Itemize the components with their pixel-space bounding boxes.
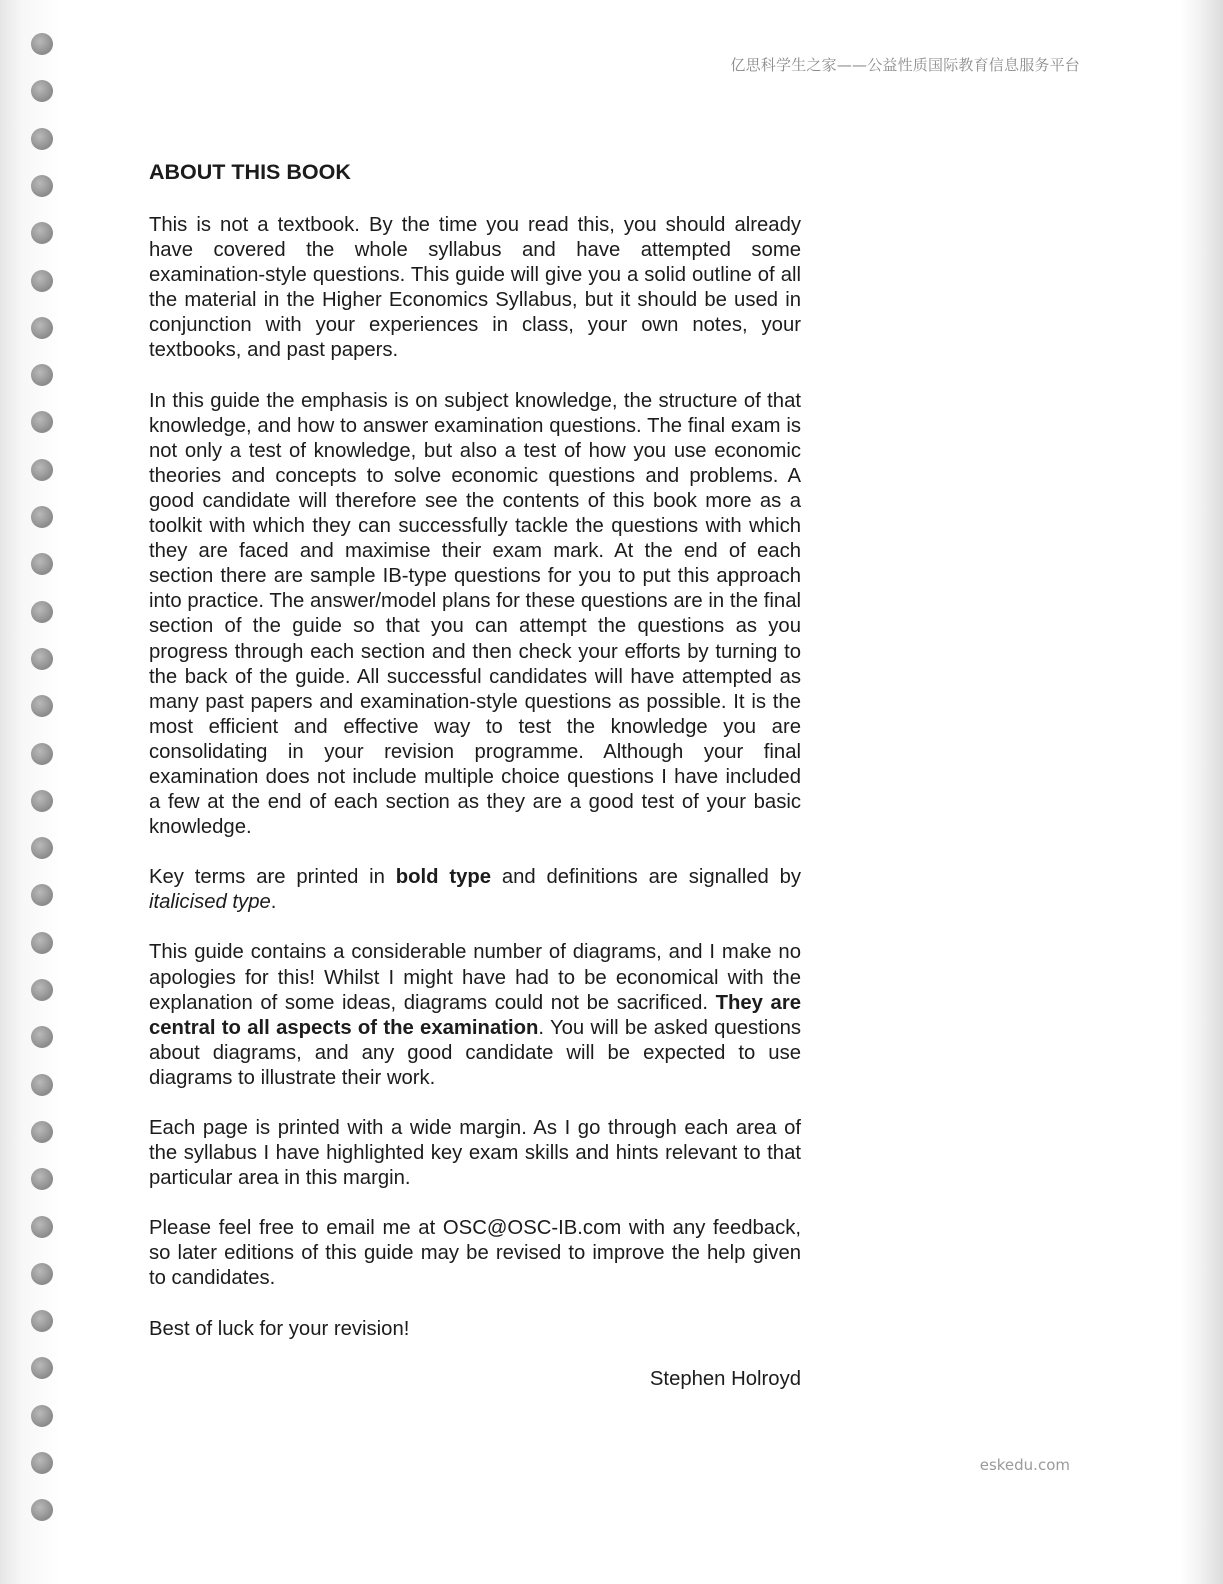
paragraph bbox=[149, 1216, 801, 1291]
binding-hole bbox=[31, 884, 53, 906]
paragraph bbox=[149, 940, 801, 1091]
binding-hole bbox=[31, 128, 53, 150]
spiral-binding bbox=[0, 0, 60, 1584]
binding-hole bbox=[31, 1357, 53, 1379]
paragraph-text: . You will be asked questions about diagrams, and any good candidate will be expected to use diagrams to illustrate their work. bbox=[149, 1016, 801, 1089]
binding-hole bbox=[31, 222, 53, 244]
binding-hole bbox=[31, 364, 53, 386]
binding-hole bbox=[31, 601, 53, 623]
footer-watermark: eskedu.com bbox=[979, 1456, 1070, 1474]
paragraph-text: and definitions are signalled by bbox=[491, 866, 801, 889]
binding-hole bbox=[31, 459, 53, 481]
paragraph-text: . bbox=[270, 891, 277, 914]
paragraph bbox=[149, 865, 801, 915]
binding-hole bbox=[31, 979, 53, 1001]
binding-hole bbox=[31, 1168, 53, 1190]
binding-hole bbox=[31, 790, 53, 812]
paragraph-list bbox=[149, 213, 801, 1342]
binding-hole bbox=[31, 1405, 53, 1427]
binding-hole bbox=[31, 1499, 53, 1521]
binding-hole bbox=[31, 1216, 53, 1238]
document-body bbox=[149, 158, 801, 1392]
paragraph-text: This guide contains a considerable number of diagrams, and I make no apologies for this! Whilst I might have had to be economical with the explanation of some ideas, diagrams could not be sacrificed. bbox=[149, 941, 801, 1014]
paragraph-text: This is not a textbook. By the time you read this, you should already have covered the whole syllabus and have attempted some examination-style questions. This guide will give you a solid outline of all the material in the Higher Economics Syllabus, but it should be used in conjunction with your experiences in class, your own notes, your textbooks, and past papers. bbox=[149, 214, 801, 362]
page-title: ABOUT THIS BOOK bbox=[149, 160, 351, 184]
paragraph bbox=[149, 213, 801, 364]
binding-hole bbox=[31, 553, 53, 575]
binding-hole bbox=[31, 506, 53, 528]
paragraph-text: Please feel free to email me at OSC@OSC-IB.com with any feedback, so later editions of this guide may be revised to improve the help given to candidates. bbox=[149, 1217, 801, 1290]
binding-hole bbox=[31, 648, 53, 670]
author-signature: Stephen Holroyd bbox=[649, 1367, 801, 1390]
header-site-note: 亿思科学生之家——公益性质国际教育信息服务平台 bbox=[730, 56, 1080, 74]
binding-hole bbox=[31, 1026, 53, 1048]
paragraph-text: Key terms are printed in bbox=[149, 866, 396, 889]
binding-hole bbox=[31, 270, 53, 292]
binding-hole bbox=[31, 837, 53, 859]
binding-hole bbox=[31, 33, 53, 55]
paragraph bbox=[149, 389, 801, 841]
paragraph-text: Best of luck for your revision! bbox=[149, 1317, 410, 1340]
paragraph-text: Each page is printed with a wide margin. As I go through each area of the syllabus I have highlighted key exam skills and hints relevant to that particular area in this margin. bbox=[149, 1117, 801, 1190]
italic-term: italicised type bbox=[149, 891, 271, 914]
binding-hole bbox=[31, 1074, 53, 1096]
binding-hole bbox=[31, 743, 53, 765]
binding-hole bbox=[31, 317, 53, 339]
bold-term: They are central to all aspects of the examination bbox=[149, 991, 801, 1039]
bold-term: bold type bbox=[395, 866, 492, 889]
binding-hole bbox=[31, 1452, 53, 1474]
binding-hole bbox=[31, 695, 53, 717]
binding-hole bbox=[31, 411, 53, 433]
binding-hole bbox=[31, 80, 53, 102]
binding-hole bbox=[31, 1263, 53, 1285]
binding-hole bbox=[31, 1121, 53, 1143]
paragraph bbox=[149, 1116, 801, 1191]
binding-hole bbox=[31, 175, 53, 197]
paragraph-text: In this guide the emphasis is on subject knowledge, the structure of that knowledge, and how to answer examination questions. The final exam is not only a test of knowledge, but also a test of how you use economic theories and concepts to solve economic questions and problems. A good candidate will therefore see the contents of this book more as a toolkit with which they can successfully tackle the questions with which they are faced and maximise their exam mark. At the end of each section there are sample IB-type questions for you to put this approach into practice. The answer/model plans for these questions are in the final section of the guide so that you can attempt the questions as you progress through each section and then check your efforts by turning to the back of the guide. All successful candidates will have attempted as many past papers and examination-style questions as possible. It is the most efficient and effective way to test the knowledge you are consolidating in your revision programme. Although your final examination does not include multiple choice questions I have included a few at the end of each section as they are a good test of your basic knowledge. bbox=[149, 389, 801, 839]
paragraph bbox=[149, 1317, 801, 1342]
binding-hole bbox=[31, 1310, 53, 1332]
binding-hole bbox=[31, 932, 53, 954]
